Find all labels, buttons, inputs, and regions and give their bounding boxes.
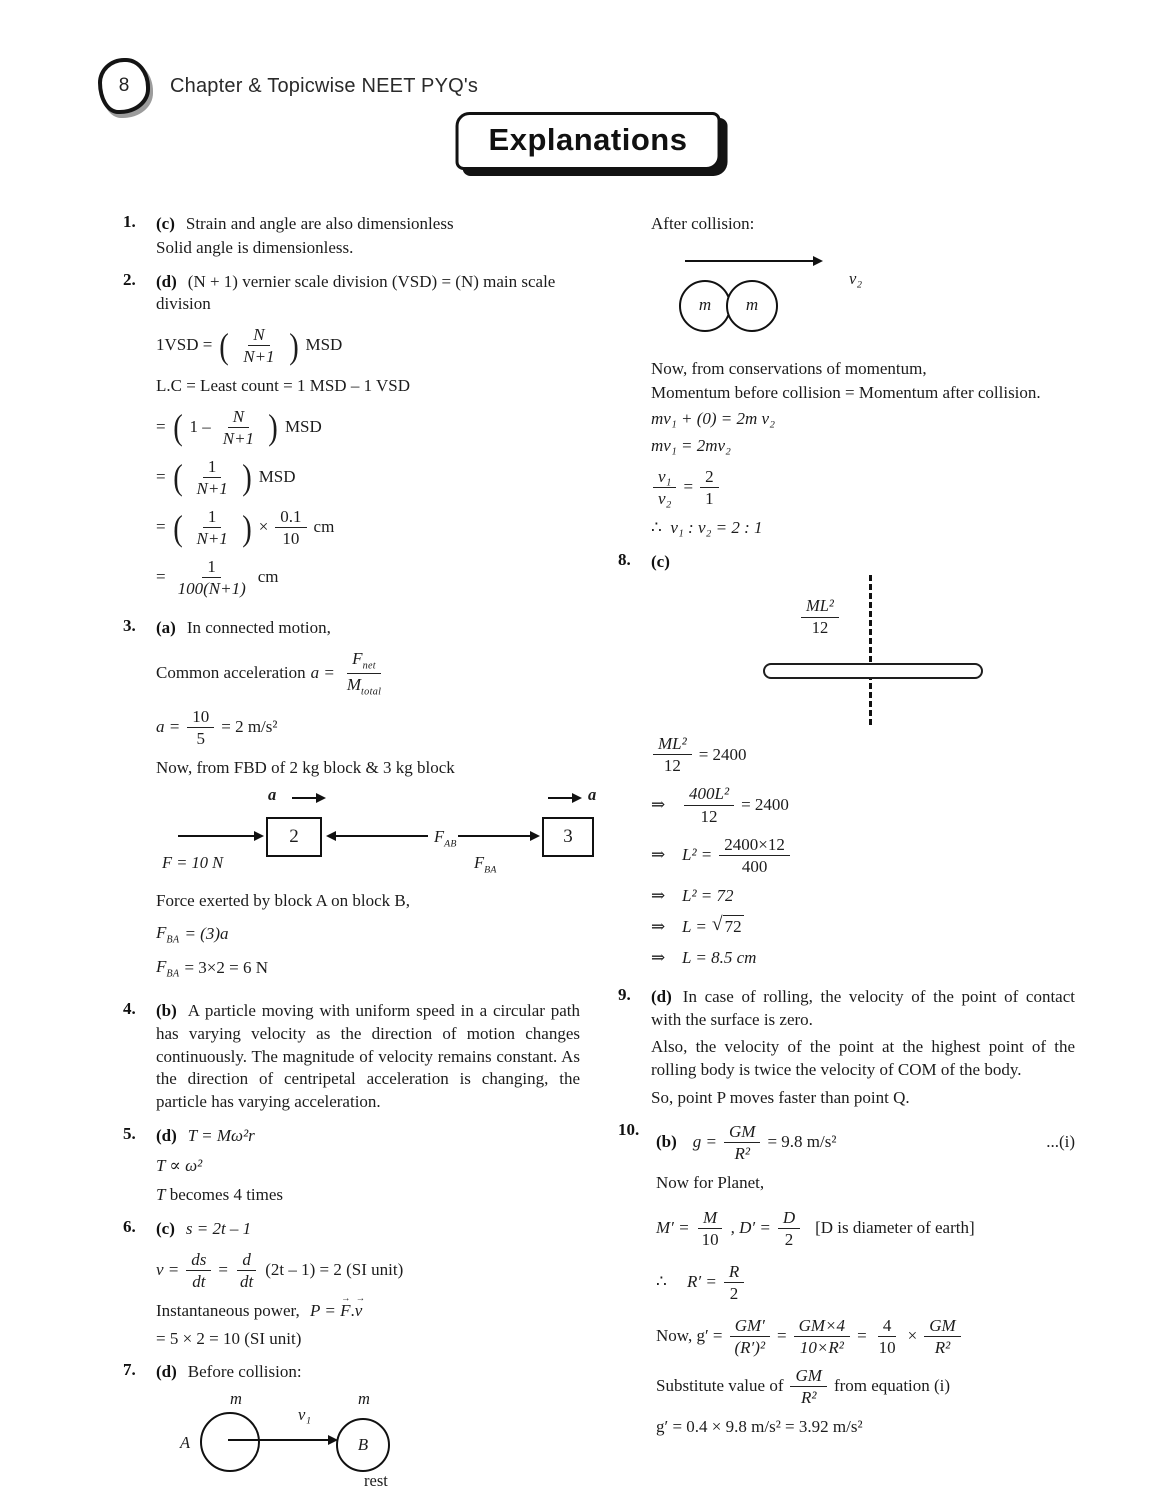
- subscript-BA: BA: [166, 934, 180, 946]
- fraction-numerator: GM: [724, 1122, 760, 1143]
- velocity-label: v₁: [298, 1405, 312, 1425]
- force-ab-label: [434, 826, 457, 851]
- equation-tag: ...(i): [1046, 1131, 1075, 1151]
- fraction-denominator: 2: [729, 1283, 739, 1303]
- eq-var: a =: [310, 663, 335, 683]
- equation-momentum-1: mv₁ + (0) = 2m v₂: [651, 409, 775, 429]
- fraction-numerator: 400L²: [684, 784, 734, 805]
- explanation-line: L.C = Least count = 1 MSD – 1 VSD: [156, 376, 411, 396]
- arrow-head-icon: [530, 831, 540, 841]
- fraction-numerator: ML²: [653, 734, 692, 755]
- fraction: [794, 1316, 850, 1357]
- question-number: 2.: [123, 269, 136, 289]
- equals-sign: =: [683, 476, 694, 496]
- fraction-denominator: R²: [734, 1143, 750, 1163]
- explanation-text: Instantaneous power,: [156, 1300, 300, 1320]
- fraction-numerator: [347, 649, 381, 674]
- explanation-line: Solid angle is dimensionless.: [156, 237, 354, 257]
- fraction-denominator: 10×R²: [799, 1337, 844, 1357]
- ball-b-label: B: [357, 1434, 369, 1454]
- equation-torque: T = Mω²r: [187, 1125, 255, 1145]
- question-6: [123, 1217, 580, 1351]
- question-number: 10.: [618, 1119, 640, 1139]
- therefore-sign: ∴: [651, 517, 662, 537]
- explanation-line: Now, from FBD of 2 kg block & 3 kg block: [156, 757, 455, 777]
- implies-sign: ⇒: [651, 885, 666, 905]
- question-body: [156, 999, 580, 1115]
- equation-inertia-6: [651, 947, 1075, 970]
- ratio-line: [651, 517, 1075, 540]
- eq-pre: 1VSD =: [156, 335, 213, 355]
- equation-inertia-4: [651, 885, 1075, 908]
- eq-rest: = (3)a: [184, 923, 229, 943]
- var-F: F: [434, 826, 445, 846]
- velocity-arrow: [685, 260, 817, 262]
- question-body: [156, 616, 597, 990]
- square-root: [712, 915, 744, 939]
- block-label: 3: [563, 826, 573, 847]
- eq-pre: M′ =: [656, 1217, 690, 1237]
- fraction-numerator: 4: [878, 1316, 897, 1337]
- question-number: 4.: [123, 999, 136, 1018]
- question-number: 6.: [123, 1217, 136, 1237]
- question-5: [123, 1124, 580, 1208]
- explanation-line: Momentum before collision = Momentum after collision.: [651, 382, 1041, 402]
- equation-g-prime: [656, 1316, 1075, 1357]
- eq-pre: =: [156, 467, 166, 487]
- explanation-text: Strain and angle are also dimensionless: [185, 214, 454, 233]
- eq-note: [D is diameter of earth]: [815, 1217, 975, 1237]
- explanation-line: [156, 1125, 580, 1148]
- fraction-numerator: 2: [700, 467, 719, 488]
- ball-b: [336, 1418, 390, 1472]
- times-sign: ×: [907, 1325, 918, 1345]
- eq-inner: 1 –: [189, 417, 211, 437]
- equation-lc-2: = ( $\frac{1}{N+1}$ ) MSD: [156, 456, 296, 498]
- eq-pre: R′ =: [687, 1271, 717, 1291]
- explanation-line: [156, 1218, 580, 1241]
- equation-s: s = 2t – 1: [185, 1219, 252, 1239]
- answer-option: (d): [156, 271, 177, 291]
- fraction: [173, 557, 251, 598]
- explanation-line: [156, 617, 580, 640]
- equation-g: [656, 1122, 1075, 1163]
- fraction-denominator: v₂: [658, 488, 672, 508]
- eq-mid: , D′ =: [730, 1217, 771, 1237]
- fraction-denominator: [342, 674, 386, 698]
- force-ba-label: [474, 852, 497, 877]
- equation-velocity: [156, 1250, 580, 1291]
- equation-velocity-ratio: [651, 467, 1075, 508]
- fraction-numerator: 1: [203, 507, 222, 528]
- question-9: [618, 985, 1075, 1111]
- block-3kg: [542, 817, 594, 857]
- fraction-denominator: 10: [701, 1229, 719, 1249]
- eq-pre: v =: [156, 1260, 180, 1280]
- fraction: [186, 1250, 211, 1291]
- ball-a: [200, 1412, 260, 1472]
- fraction-denominator: 5: [196, 728, 205, 748]
- fraction: [700, 467, 719, 508]
- question-body: [651, 985, 1075, 1111]
- mass-label: m: [745, 295, 759, 315]
- eq-text: L = 8.5 cm: [682, 948, 757, 968]
- free-body-diagram: [156, 784, 597, 880]
- fraction-denominator: N+1: [222, 428, 255, 448]
- var-F: F: [156, 956, 167, 976]
- equation-inertia-1: [651, 734, 1075, 775]
- fraction-numerator: 1: [203, 457, 222, 478]
- axis-dashed-line: [869, 575, 872, 725]
- eq-post: MSD: [284, 417, 322, 437]
- block-2kg: [266, 817, 322, 857]
- arrow-head-icon: [254, 831, 264, 841]
- fraction: [684, 784, 734, 825]
- arrow-head-icon: [326, 831, 336, 841]
- eq-pre: L² =: [682, 844, 713, 864]
- question-7: [123, 1360, 580, 1500]
- explanation-text: A particle moving with uniform speed in a circular path has varying velocity as the direction of motion changes continuously. The magnitude of velocity remains constant. As the direction of centripetal acceleration is changing, the particle has varying acceleration.: [156, 1001, 580, 1112]
- fraction-denominator: 100(N+1): [177, 579, 246, 599]
- question-number: 8.: [618, 549, 631, 569]
- block-label: 2: [289, 826, 299, 847]
- fraction: [342, 649, 386, 698]
- question-4: [123, 999, 580, 1115]
- fraction-denominator: 10: [282, 529, 300, 549]
- equation-1vsd: 1VSD = ( $\frac{N}{N+1}$ ) MSD: [156, 325, 343, 367]
- eq-pre: Common acceleration: [156, 663, 306, 683]
- mass-label: m: [358, 1389, 370, 1409]
- subscript-AB: AB: [444, 838, 457, 850]
- equation-r-prime: [656, 1262, 1075, 1303]
- equals-sign: =: [857, 1325, 867, 1345]
- equation-momentum-2: mv₁ = 2mv₂: [651, 436, 731, 456]
- fraction-denominator: N+1: [243, 347, 275, 367]
- answer-option: (c): [156, 214, 175, 233]
- subscript-BA: BA: [166, 968, 180, 980]
- equation-inertia-3: [651, 835, 1075, 876]
- fraction-denominator: R²: [800, 1387, 817, 1407]
- fraction-denominator: R²: [934, 1337, 951, 1357]
- fraction: [235, 1250, 258, 1291]
- page-number-badge: [98, 58, 150, 114]
- implies-sign: ⇒: [651, 794, 666, 814]
- inertia-fraction: [801, 597, 839, 637]
- page-header: [98, 58, 478, 114]
- times-sign: ×: [258, 517, 269, 537]
- eq-post: MSD: [305, 335, 343, 355]
- question-body: [156, 270, 580, 608]
- fraction-numerator: v₁: [653, 467, 676, 488]
- force-symbol: [156, 956, 179, 981]
- dot-operator: .: [350, 1300, 355, 1320]
- fraction-numerator: GM: [790, 1366, 826, 1387]
- vector-F: F →: [340, 1301, 350, 1320]
- two-column-body: [123, 212, 1076, 1500]
- explanation-text: becomes 4 times: [169, 1185, 284, 1205]
- question-8: [618, 550, 1075, 976]
- explanation-line: [156, 1300, 580, 1323]
- eq-post: cm: [313, 517, 335, 537]
- equation-g-prime-value: g′ = 0.4 × 9.8 m/s² = 3.92 m/s²: [656, 1416, 863, 1436]
- question-body: [651, 550, 1075, 976]
- rod: [763, 663, 983, 679]
- after-collision-diagram: [651, 244, 1075, 348]
- explanation-text: Before collision:: [187, 1362, 302, 1382]
- fraction-numerator: 1: [202, 557, 221, 578]
- applied-force-label: F = 10 N: [162, 852, 224, 872]
- fraction: [719, 835, 790, 876]
- question-body: [156, 1360, 580, 1500]
- section-banner: [456, 112, 721, 170]
- fraction-denominator: 1: [705, 488, 714, 508]
- ball-a: [679, 280, 731, 332]
- answer-option: (d): [156, 1362, 177, 1382]
- reaction-force-arrow: [336, 835, 428, 837]
- eq-post: MSD: [258, 467, 296, 487]
- equals-sign: =: [218, 1260, 228, 1280]
- question-number: 1.: [123, 212, 136, 231]
- accel-label-left: a: [268, 784, 277, 804]
- var-F: F: [474, 852, 485, 872]
- fraction-denominator: dt: [192, 1271, 206, 1291]
- answer-option: (d): [156, 1125, 177, 1145]
- velocity-arrow: [228, 1439, 332, 1441]
- fraction-numerator: ML²: [801, 597, 839, 617]
- fraction-denominator: 10: [878, 1337, 896, 1357]
- explanation-text: (N + 1) vernier scale division (VSD) = (N) main scale division: [156, 271, 556, 314]
- answer-option: (b): [656, 1131, 677, 1151]
- eq-pre: Now, g′ =: [656, 1325, 723, 1345]
- equation-fba-1: [156, 922, 580, 947]
- answer-option: (c): [156, 1219, 175, 1239]
- eq-pre: =: [156, 517, 166, 537]
- section-banner-label: Explanations: [488, 122, 688, 157]
- implies-sign: ⇒: [651, 844, 666, 864]
- fraction: [778, 1208, 800, 1249]
- var-F: F: [352, 648, 363, 668]
- eq-pre: a =: [156, 717, 181, 737]
- explanation-line: [156, 1361, 580, 1384]
- question-7-continued: [651, 213, 1075, 540]
- ball-a-label: A: [180, 1433, 191, 1453]
- question-body: [156, 1217, 580, 1351]
- equation-acceleration: [156, 649, 580, 698]
- fraction-numerator: N: [248, 325, 269, 346]
- substitute-line: [656, 1366, 1075, 1407]
- fraction: [191, 507, 232, 548]
- equation-inertia-5: [651, 915, 1075, 939]
- velocity-label: v₂: [849, 268, 863, 288]
- equation-a-value: [156, 707, 580, 748]
- fraction-numerator: 10: [187, 707, 214, 728]
- fraction-numerator: D: [778, 1208, 800, 1229]
- equation-power-value: = 5 × 2 = 10 (SI unit): [156, 1328, 302, 1348]
- question-number: 3.: [123, 616, 136, 636]
- explanation-line: After collision:: [651, 214, 755, 233]
- fraction: [238, 325, 279, 366]
- explanation-line: [156, 1184, 580, 1207]
- fraction-numerator: M: [698, 1208, 722, 1229]
- fraction: [724, 1122, 760, 1163]
- eq-post: = 2 m/s²: [221, 717, 278, 737]
- question-1: [123, 212, 580, 261]
- explanation-line: Also, the velocity of the point at the highest point of the rolling body is twice the velocity of COM of the body.: [651, 1037, 1075, 1080]
- equation-lc-3: = ( $\frac{1}{N+1}$ ) × $\frac{0.1}{10}$ cm: [156, 507, 335, 549]
- fraction-numerator: R: [724, 1262, 744, 1283]
- fraction-denominator: N+1: [196, 529, 228, 549]
- fraction: [730, 1316, 771, 1357]
- rod-inertia-diagram: [651, 575, 1075, 725]
- fraction-numerator: GM: [924, 1316, 960, 1337]
- eq-pre: =: [156, 567, 166, 587]
- fraction: [653, 734, 692, 775]
- question-body: [156, 212, 580, 261]
- eq-text: L² = 72: [682, 885, 734, 905]
- equation-planet: [656, 1208, 1075, 1249]
- fraction: [187, 707, 214, 748]
- explanation-line: Now, from conservations of momentum,: [651, 358, 927, 378]
- fraction-numerator: GM′: [730, 1316, 770, 1337]
- fraction: [790, 1366, 826, 1407]
- eq-post: cm: [257, 567, 279, 587]
- explanation-text: In case of rolling, the velocity of the point of contact with the surface is zero.: [651, 986, 1075, 1029]
- fraction-numerator: GM×4: [794, 1316, 850, 1337]
- fraction: [191, 457, 232, 498]
- arrow-head-icon: [813, 256, 823, 266]
- fraction-denominator: 12: [700, 806, 718, 826]
- explanation-line: [651, 986, 1075, 1032]
- applied-force-arrow: [178, 835, 258, 837]
- explanation-text: In connected motion,: [186, 618, 331, 638]
- eq-pre: g =: [692, 1131, 718, 1151]
- fraction: [724, 1262, 744, 1303]
- fraction-numerator: d: [237, 1250, 256, 1271]
- var-T: T: [156, 1185, 166, 1205]
- fraction: [874, 1316, 901, 1357]
- var-M: M: [346, 674, 362, 694]
- explanation-line: [156, 271, 580, 317]
- subscript-BA: BA: [484, 864, 497, 876]
- fraction-numerator: N: [228, 407, 249, 428]
- book-title: Chapter & Topicwise NEET PYQ's: [170, 74, 479, 97]
- accel-label-right: a: [588, 784, 597, 804]
- equation-proportional: T ∝ ω²: [156, 1155, 203, 1175]
- before-collision-diagram: [156, 1390, 580, 1500]
- implies-sign: ⇒: [651, 916, 666, 936]
- fraction-denominator: 2: [784, 1229, 794, 1249]
- equation-fba-2: [156, 956, 580, 981]
- fraction: [218, 407, 259, 448]
- fraction-denominator: (R′)²: [734, 1337, 766, 1357]
- arrow-head-icon: [572, 793, 582, 803]
- left-column: [123, 212, 597, 1500]
- ratio-value: v₁ : v₂ = 2 : 1: [670, 517, 763, 537]
- ball-b: [726, 280, 778, 332]
- mass-label: m: [230, 1389, 242, 1409]
- question-2: [123, 270, 580, 608]
- fraction: [697, 1208, 724, 1249]
- eq-post: = 2400: [741, 794, 789, 814]
- force-symbol: [156, 922, 179, 947]
- answer-option: (d): [651, 986, 672, 1006]
- eq-post: (2t – 1) = 2 (SI unit): [265, 1260, 404, 1280]
- eq-post: = 2400: [698, 744, 747, 764]
- fraction-numerator: ds: [186, 1250, 211, 1271]
- explanation-line: So, point P moves faster than point Q.: [651, 1087, 910, 1107]
- fraction-numerator: 0.1: [275, 507, 306, 528]
- equation-lc-4: [156, 557, 580, 598]
- equation-inertia-2: [651, 784, 1075, 825]
- subscript-total: total: [361, 686, 382, 698]
- eq-post: from equation (i): [833, 1375, 951, 1395]
- fraction: [653, 467, 676, 508]
- eq-pre: =: [156, 417, 166, 437]
- eq-pre: P =: [310, 1300, 336, 1320]
- fraction-denominator: 400: [741, 856, 768, 876]
- page-number: 8: [118, 75, 130, 96]
- therefore-sign: ∴: [656, 1271, 667, 1291]
- fraction: [275, 507, 306, 548]
- explanation-line: [156, 213, 580, 236]
- vector-v: v →: [355, 1301, 363, 1320]
- question-body: [156, 1124, 580, 1208]
- eq-post: = 9.8 m/s²: [767, 1131, 837, 1151]
- explanation-line: [156, 1000, 580, 1114]
- fraction: [924, 1316, 960, 1357]
- force-ba-arrow: [458, 835, 534, 837]
- explanation-line: Now for Planet,: [656, 1172, 765, 1192]
- answer-option: (c): [651, 551, 670, 571]
- var-F: F: [156, 922, 167, 942]
- fraction-denominator: 12: [811, 617, 829, 637]
- arrow-head-icon: [316, 793, 326, 803]
- subscript-net: net: [362, 660, 376, 672]
- fraction-denominator: dt: [240, 1271, 254, 1291]
- radicand: 72: [723, 915, 744, 939]
- fraction-denominator: 12: [663, 756, 681, 776]
- implies-sign: ⇒: [651, 948, 666, 968]
- explanation-line: Force exerted by block A on block B,: [156, 890, 411, 910]
- equals-sign: =: [777, 1325, 787, 1345]
- explanation-line: [651, 551, 1075, 574]
- answer-option: (b): [156, 1001, 177, 1020]
- question-number: 9.: [618, 984, 631, 1004]
- eq-pre: L =: [682, 916, 707, 936]
- eq-rest: = 3×2 = 6 N: [184, 957, 268, 977]
- equation-lc-1: = ( 1 – $\frac{N}{N+1}$ ) MSD: [156, 406, 322, 448]
- fraction-numerator: 2400×12: [719, 835, 790, 856]
- radical-sign: √: [711, 914, 723, 936]
- question-number: 5.: [123, 1123, 136, 1143]
- answer-option: (a): [156, 618, 176, 638]
- fraction-denominator: N+1: [196, 478, 228, 498]
- mass-label: m: [698, 295, 712, 315]
- question-10: [618, 1120, 1075, 1440]
- rest-label: rest: [364, 1471, 388, 1491]
- right-column: [618, 212, 1075, 1500]
- question-number: 7.: [123, 1360, 136, 1380]
- question-3: [123, 616, 597, 990]
- eq-pre: Substitute value of: [656, 1375, 784, 1395]
- question-body: [656, 1120, 1075, 1440]
